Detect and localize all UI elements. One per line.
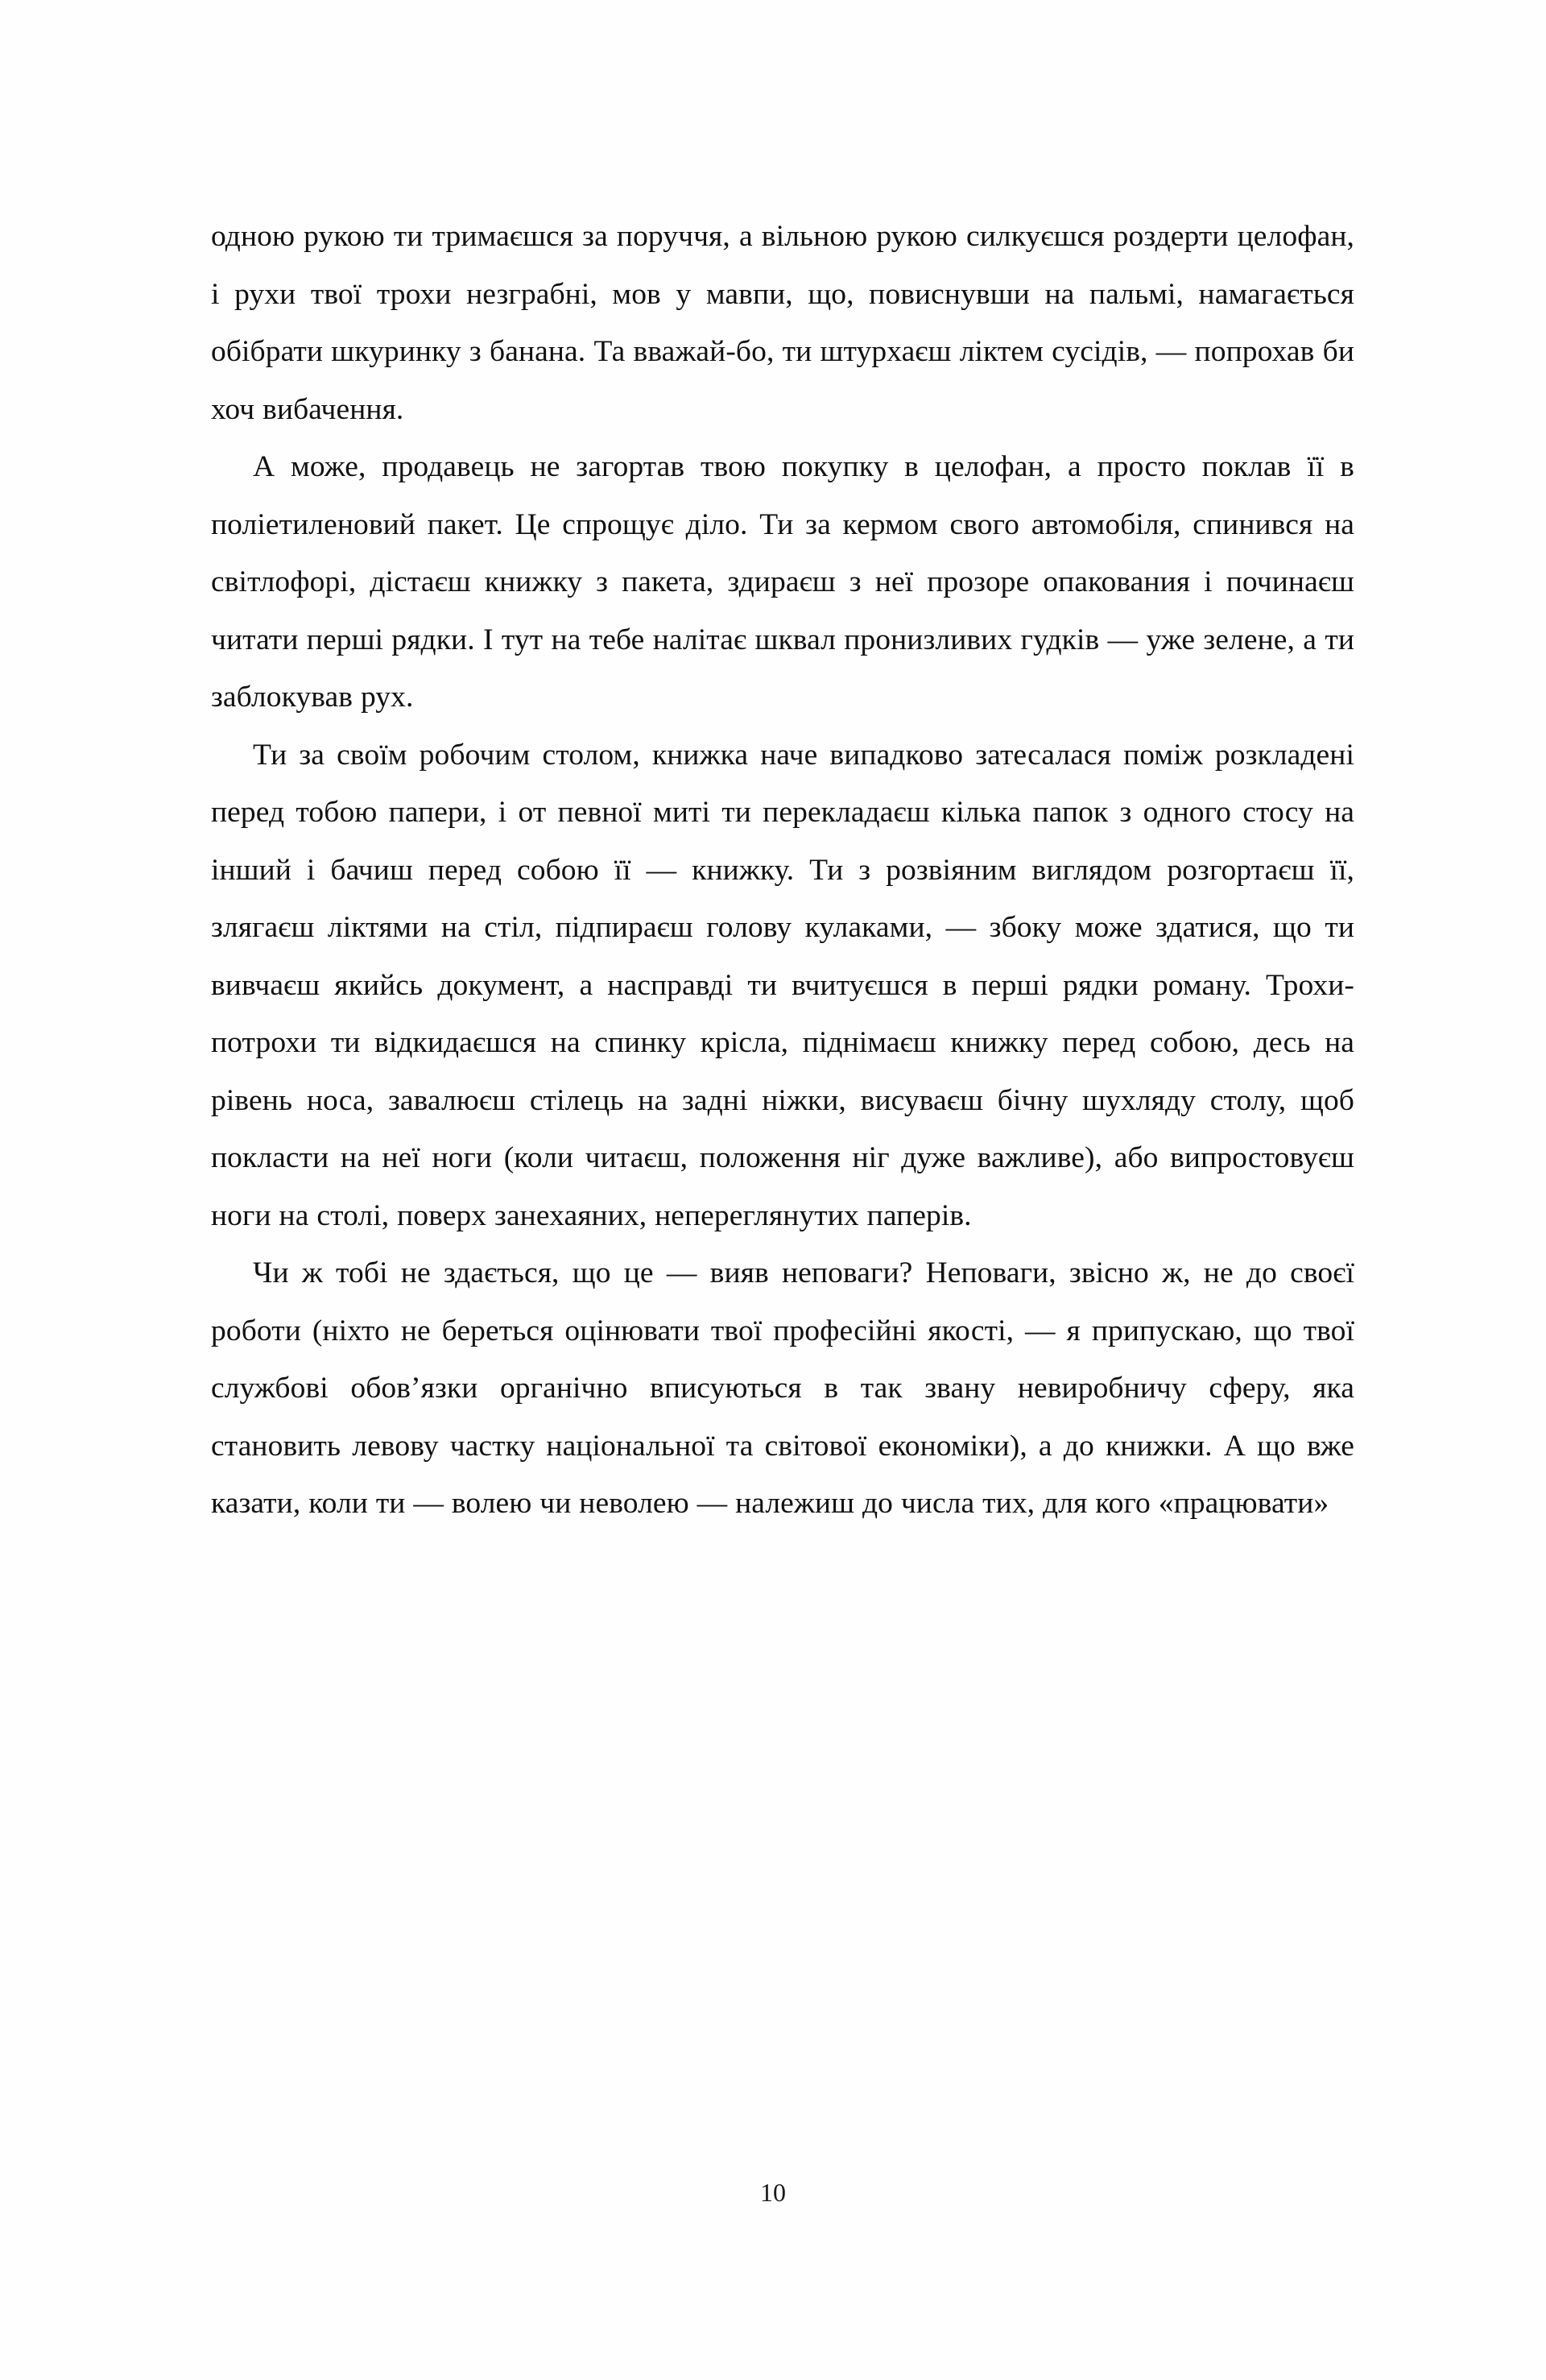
paragraph: Ти за своїм робочим столом, книжка наче випадково затесалася поміж розкладені перед тобою папери, і от певної миті ти перекладаєш кілька папок з одного стосу на інший і бачиш перед собою її — книжку. Ти з розвіяним виглядом розгортаєш її, злягаєш ліктями на стіл, підпираєш голову кулаками, — збоку може здатися, що ти вивчаєш якийсь документ, а насправді ти вчитуєшся в перші рядки роману. Трохи-потрохи ти відкидаєшся на спинку крісла, піднімаєш книжку перед собою, десь на рівень носа, завалюєш стілець на задні ніжки, висуваєш бічну шухляду столу, щоб покласти на неї ноги (коли читаєш, положення ніг дуже важливе), або випростовуєш ноги на столі, поверх занехаяних, непереглянутих паперів. bbox=[211, 738, 1354, 1232]
paragraph-continued: одною рукою ти тримаєшся за поруччя, а вільною рукою силкуєшся роздерти целофан, і рухи твої трохи незграбні, мов у мавпи, що, повиснувши на пальмі, намагається обібрати шкуринку з банана. Та вважай-бо, ти штурхаєш ліктем сусідів, — попрохав би хоч вибачення. bbox=[211, 220, 1354, 426]
paragraph: Чи ж тобі не здається, що це — вияв неповаги? Неповаги, звісно ж, не до своєї роботи (ніхто не береться оцінювати твої професійні якості, — я припускаю, що твої службові обов’язки органічно вписуються в так звану невиробничу сферу, яка становить левову частку національної та світової економіки), а до книжки. А що вже казати, коли ти — волею чи неволею — належиш до числа тих, для кого «працювати» bbox=[211, 1256, 1354, 1520]
page-body-text bbox=[211, 208, 1354, 1533]
page-number: 10 bbox=[760, 2178, 786, 2207]
paragraph: А може, продавець не загортав твою покупку в целофан, а просто поклав її в поліетиленовий пакет. Це спрощує діло. Ти за кермом свого автомобіля, спинився на світлофорі, дістаєш книжку з пакета, здираєш з неї прозоре опакования і починаєш читати перші рядки. І тут на тебе налітає шквал пронизливих гудків — уже зелене, а ти заблокував рух. bbox=[211, 450, 1354, 714]
